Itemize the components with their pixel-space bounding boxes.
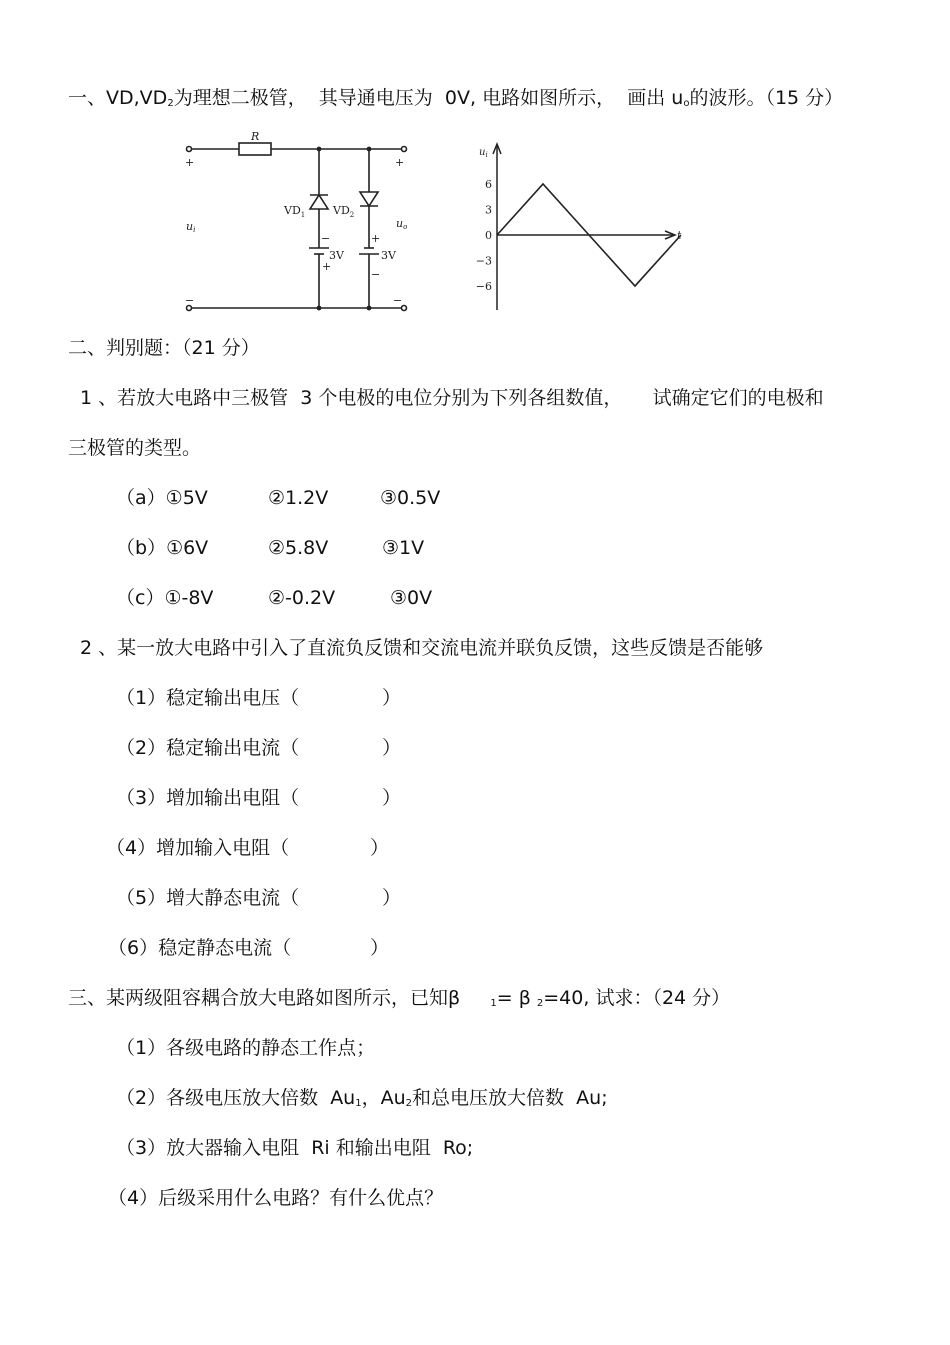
bat2-plus: + — [371, 232, 381, 245]
y-tick-label: −3 — [475, 254, 492, 268]
input-waveform-chart — [474, 140, 694, 315]
y-tick-label: 6 — [485, 178, 492, 191]
q3-item4: （4）后级采用什么电路？有什么优点？ — [108, 1187, 444, 1209]
group-a: （a）①5V — [116, 487, 208, 509]
input-plus: + — [185, 156, 195, 169]
q2-item1-line1: 1 、若放大电路中三极管 3 个电极的电位分别为下列各组数值， 试确定它们的电极和 — [80, 387, 824, 409]
q3-item3: （3）放大器输入电阻 Ri 和输出电阻 Ro; — [116, 1137, 474, 1159]
option-5-close: ） — [382, 887, 402, 909]
bat1-minus: − — [321, 232, 331, 245]
q2-heading: 二、判别题：（21 分） — [68, 337, 260, 359]
option-5: （5）增大静态电流（ — [116, 887, 300, 909]
x-axis-label: t — [677, 229, 682, 242]
group-c-v3: ③0V — [390, 587, 433, 609]
option-1: （1）稳定输出电压（ — [116, 687, 300, 709]
group-b-v3: ③1V — [382, 537, 425, 559]
y-tick-label: 3 — [485, 203, 492, 217]
group-b-v2: ②5.8V — [268, 537, 329, 559]
option-6: （6）稳定静态电流（ — [108, 937, 292, 959]
option-4-close: ） — [370, 837, 390, 859]
group-b: （b）①6V — [116, 537, 209, 559]
bat1-plus: + — [322, 260, 332, 273]
y-axis-label: $u_i$ — [479, 147, 488, 159]
q3-item1: （1）各级电路的静态工作点； — [116, 1037, 376, 1059]
diode-circuit-diagram — [183, 128, 413, 318]
option-2: （2）稳定输出电流（ — [116, 737, 300, 759]
group-c: （c）①-8V — [116, 587, 214, 609]
group-a-v2: ②1.2V — [268, 487, 329, 509]
group-c-v2: ②-0.2V — [268, 587, 336, 609]
vd1-label: $VD_1$ — [284, 204, 306, 219]
y-tick-label: 0 — [485, 229, 492, 242]
q2-item1-line2: 三极管的类型。 — [68, 437, 202, 459]
vd2-label: $VD_2$ — [333, 204, 355, 219]
q2-item2: 2 、某一放大电路中引入了直流负反馈和交流电流并联负反馈，这些反馈是否能够 — [80, 637, 764, 659]
group-a-v3: ③0.5V — [380, 487, 441, 509]
q3-item2: （2）各级电压放大倍数 $Au_1$，$Au_2$和总电压放大倍数 Au; — [116, 1087, 608, 1109]
bat2-minus: − — [371, 268, 381, 281]
ui-label: ui — [186, 220, 196, 234]
output-minus: − — [393, 294, 403, 307]
output-plus: + — [395, 156, 405, 169]
option-4: （4）增加输入电阻（ — [106, 837, 290, 859]
option-3: （3）增加输出电阻（ — [116, 787, 300, 809]
bat1-label: 3V — [329, 249, 344, 262]
option-1-close: ） — [382, 687, 402, 709]
option-2-close: ） — [382, 737, 402, 759]
input-minus: − — [185, 294, 195, 307]
q1-heading: 一、$VD,VD_2$为理想二极管， 其导通电压为 0V, 电路如图所示， 画出 $u_o$的波形。（15 分） — [68, 87, 844, 109]
option-3-close: ） — [382, 787, 402, 809]
bat2-label: 3V — [381, 249, 396, 262]
uo-label: uo — [396, 217, 408, 231]
y-tick-label: −6 — [475, 280, 492, 293]
q3-heading: 三、某两级阻容耦合放大电路如图所示，已知β $_1$= β $_2$=40, 试求：（24 分） — [68, 987, 731, 1009]
resistor-label: R — [251, 130, 260, 143]
option-6-close: ） — [370, 937, 390, 959]
